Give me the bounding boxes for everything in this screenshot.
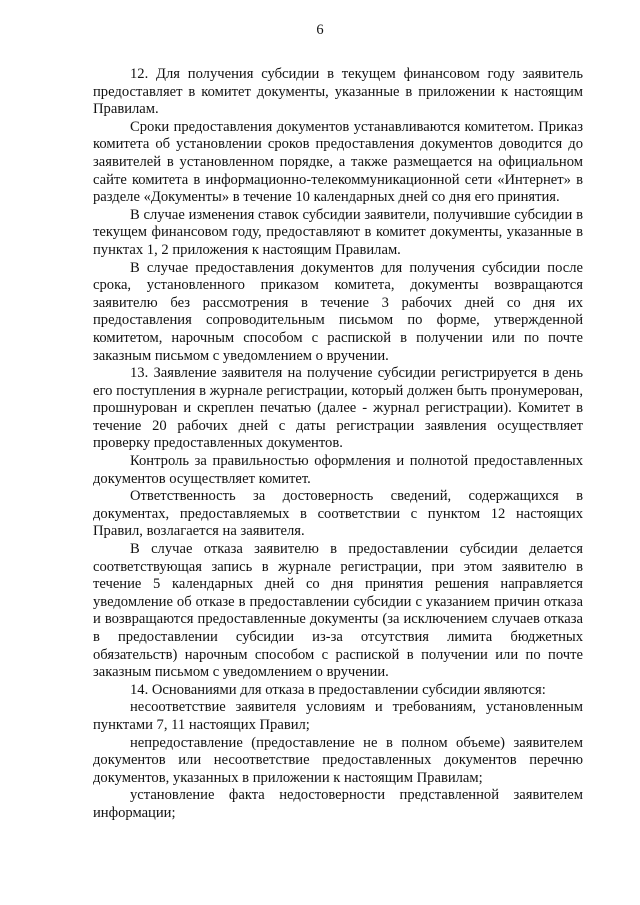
paragraph-ground-documents: непредоставление (предоставление не в полном объеме) заявителем документов или несоответствие предоставленных документов перечню документов, указанных в приложении к настоящим Правилам;	[93, 734, 583, 786]
paragraph-deadlines: Сроки предоставления документов устанавливаются комитетом. Приказ комитета об установлении сроков предоставления документов доводится до заявителей в установленном порядке, а также размещается на официальном сайте комитета в информационно-телекоммуникационной сети «Интернет» в разделе «Документы» в течение 10 календарных дней со дня его принятия.	[93, 118, 583, 206]
paragraph-12-intro: 12. Для получения субсидии в текущем финансовом году заявитель предоставляет в комитет документы, указанные в приложении к настоящим Правилам.	[93, 66, 583, 118]
paragraph-rate-change: В случае изменения ставок субсидии заявители, получившие субсидии в текущем финансовом году, предоставляют в комитет документы, указанные в пунктах 1, 2 приложения к настоящим Правилам.	[93, 206, 583, 258]
paragraph-refusal: В случае отказа заявителю в предоставлении субсидии делается соответствующая запись в журнале регистрации, при этом заявителю в течение 5 календарных дней со дня принятия решения направляется уведомление об отказе в предоставлении субсидии с указанием причин отказа и возвращаются предоставленные документы (за исключением случаев отказа в предоставлении субсидии из-за отсутствия лимита бюджетных обязательств) нарочным способом с распиской в получении или по почте заказным письмом с уведомлением о вручении.	[93, 541, 583, 681]
paragraph-control: Контроль за правильностью оформления и полнотой предоставленных документов осуществляет комитет.	[93, 453, 583, 487]
page-number: 6	[316, 22, 324, 38]
paragraph-late-submission: В случае предоставления документов для получения субсидии после срока, установленного приказом комитета, документы возвращаются заявителю без рассмотрения в течение 3 рабочих дней со дня их предоставления сопроводительным письмом по форме, утвержденной комитетом, нарочным способом с распиской в получении или по почте заказным письмом с уведомлением о вручении.	[93, 259, 583, 364]
paragraph-ground-false-info: установление факта недостоверности представленной заявителем информации;	[93, 787, 583, 821]
paragraph-ground-noncompliance: несоответствие заявителя условиям и требованиям, установленным пунктами 7, 11 настоящих Правил;	[93, 699, 583, 733]
document-body	[93, 66, 583, 823]
paragraph-responsibility: Ответственность за достоверность сведений, содержащихся в документах, предоставляемых в соответствии с пунктом 12 настоящих Правил, возлагается на заявителя.	[93, 488, 583, 540]
paragraph-14-grounds: 14. Основаниями для отказа в предоставлении субсидии являются:	[130, 681, 546, 698]
paragraph-13-registration: 13. Заявление заявителя на получение субсидии регистрируется в день его поступления в журнале регистрации, который должен быть пронумерован, прошнурован и скреплен печатью (далее - журнал регистрации). Комитет в течение 20 рабочих дней с даты регистрации заявления осуществляет проверку предоставленных документов.	[93, 365, 583, 452]
